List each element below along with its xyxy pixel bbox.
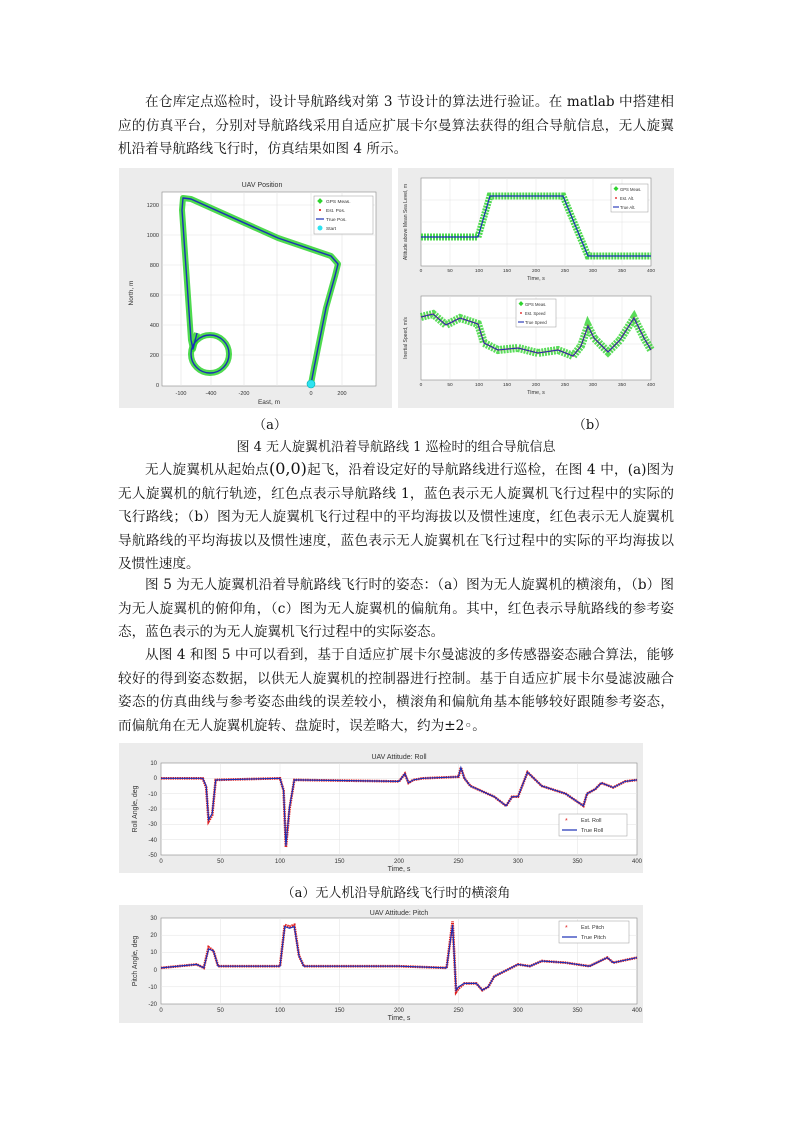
speed-xtick: 100: [474, 383, 484, 388]
roll-xtick: 400: [631, 859, 643, 865]
position-ytick: 200: [149, 353, 159, 359]
pitch-xlabel: Time, s: [387, 1015, 411, 1022]
speed-xtick: 50: [447, 383, 453, 388]
roll-chart: [119, 743, 643, 873]
position-ytick: 1200: [146, 203, 159, 209]
speed-legend: [516, 299, 556, 327]
position-legend: [314, 196, 373, 234]
position-xtick: -400: [205, 391, 217, 397]
roll-ytick: -40: [148, 838, 157, 844]
altitude-xtick: 400: [646, 269, 656, 274]
paragraph-2-rest: 起飞，沿着设定好的导航路线进行巡检，在图 4 中，(a)图为无人旋翼机的航行轨迹，红色点表示导航路线 1，蓝色表示无人旋翼机飞行过程中的实际的飞行路线；（b）图为无人旋翼机飞行过程中的平均海拔以及惯性速度，红色表示无人旋翼机导航路线的平均海拔以及惯性速度，蓝色表示无人旋翼机在飞行过程中的实际的平均海拔以及惯性速度。: [118, 462, 674, 573]
pitch-ytick: -10: [148, 985, 157, 991]
speed-xtick: 250: [560, 383, 570, 388]
roll-ylabel: Roll Angle, deg: [132, 785, 139, 833]
altitude-xtick: 150: [502, 269, 512, 274]
caption-figure-4: 图 4 无人旋翼机沿着导航路线 1 巡检时的组合导航信息: [236, 440, 556, 455]
position-xtick: 0: [309, 391, 313, 397]
pitch-ytick: 0: [153, 968, 157, 974]
altitude-xtick: 300: [588, 269, 598, 274]
pitch-xtick: 150: [334, 1008, 345, 1014]
altitude-ylabel: Altitude above Mean Sea Level, m: [403, 183, 409, 261]
figure-5a-roll: [119, 743, 643, 873]
roll-xtick: 250: [453, 859, 464, 865]
svg-text:*: *: [565, 925, 568, 932]
pitch-title: UAV Attitude: Pitch: [369, 910, 429, 917]
pitch-xtick: 200: [393, 1008, 405, 1014]
paragraph-2-start: 无人旋翼机从起始点: [145, 462, 269, 478]
roll-legend-item: Est. Roll: [581, 818, 602, 824]
roll-ytick: 0: [153, 776, 157, 782]
position-ytick: 600: [149, 293, 159, 299]
altitude-legend-item: GPS Meas.: [620, 187, 642, 192]
position-ytick: 0: [155, 383, 159, 389]
roll-xtick: 150: [334, 859, 345, 865]
position-legend-item: True Pos.: [326, 218, 347, 223]
roll-ytick: -20: [148, 807, 157, 813]
pitch-ylabel: Pitch Angle, deg: [132, 935, 139, 987]
pitch-ytick: 20: [150, 933, 157, 939]
position-xtick: -200: [238, 391, 250, 397]
roll-ytick: -10: [148, 792, 157, 798]
position-ytick: 1000: [146, 233, 159, 239]
roll-xtick: 350: [572, 859, 583, 865]
position-xtick: 200: [337, 391, 347, 397]
pitch-xtick: 250: [453, 1008, 464, 1014]
position-legend-item: Start: [326, 227, 337, 232]
caption-4b: （b）: [572, 418, 608, 433]
altitude-xlabel: Time, s: [527, 276, 545, 282]
altitude-xtick: 50: [447, 269, 453, 274]
roll-xtick: 50: [217, 859, 224, 865]
pitch-ytick: 10: [150, 950, 157, 956]
position-title: UAV Position: [241, 182, 283, 189]
speed-xtick: 350: [617, 383, 627, 388]
caption-4a: （a）: [253, 418, 287, 433]
position-ytick: 400: [149, 323, 159, 329]
pitch-xtick: 350: [572, 1008, 583, 1014]
start-point: (0,0): [268, 459, 307, 478]
position-xtick: -100: [175, 391, 187, 397]
altitude-legend-item: True Alt.: [620, 205, 636, 210]
speed-xlabel: Time, s: [527, 390, 545, 396]
altitude-xtick: 350: [617, 269, 627, 274]
figure-4b-altitude-speed: [398, 168, 674, 408]
roll-xtick: 0: [159, 859, 163, 865]
figure-5b-pitch: [119, 905, 643, 1023]
pitch-legend: [559, 921, 629, 943]
position-ylabel: North, m: [128, 280, 135, 306]
pitch-legend-item: True Pitch: [581, 935, 606, 941]
roll-xtick: 300: [512, 859, 524, 865]
figure-4a-position: [119, 168, 392, 408]
pitch-xtick: 0: [159, 1008, 163, 1014]
roll-xtick: 200: [393, 859, 405, 865]
position-legend-item: Est. Pos.: [326, 209, 346, 214]
speed-legend-item: Est. Speed: [525, 311, 546, 316]
roll-title: UAV Attitude: Roll: [371, 754, 427, 761]
caption-figure-5a: （a）无人机沿导航路线飞行时的横滚角: [281, 886, 511, 901]
paragraph-3: 图 5 为无人旋翼机沿着导航路线飞行时的姿态：（a）图为无人旋翼机的横滚角，（b）图为无人旋翼机的俯仰角，（c）图为无人旋翼机的偏航角。其中，红色表示导航路线的参考姿态，蓝色表示的为无人旋翼机飞行过程中的实际姿态。: [118, 577, 674, 641]
pitch-xtick: 400: [631, 1008, 643, 1014]
speed-xtick: 0: [419, 383, 423, 388]
speed-xtick: 400: [646, 383, 656, 388]
altitude-xtick: 200: [531, 269, 541, 274]
roll-legend: [559, 814, 627, 836]
pitch-chart: [119, 905, 643, 1023]
altitude-xtick: 0: [419, 269, 423, 274]
pitch-legend-item: Est. Pitch: [581, 925, 605, 931]
roll-legend-item: True Roll: [581, 828, 604, 834]
position-legend-item: GPS Meas.: [326, 200, 351, 205]
speed-xtick: 150: [502, 383, 512, 388]
roll-xlabel: Time, s: [387, 866, 411, 873]
speed-xtick: 200: [531, 383, 541, 388]
speed-legend-item: True Speed: [525, 320, 547, 325]
paragraph-1: 在仓库定点巡检时，设计导航路线对第 3 节设计的算法进行验证。在 matlab 中搭建相应的仿真平台，分别对导航路线采用自适应扩展卡尔曼算法获得的组合导航信息，无人旋翼机沿着导航路线飞行时，仿真结果如图 4 所示。: [118, 94, 674, 158]
paragraph-2: [118, 457, 674, 577]
position-xlabel: East, m: [257, 399, 281, 406]
paragraph-4: 从图 4 和图 5 中可以看到，基于自适应扩展卡尔曼滤波的多传感器姿态融合算法，能够较好的得到姿态数据，以供无人旋翼机的控制器进行控制。基于自适应扩展卡尔曼滤波融合姿态的仿真曲线与参考姿态曲线的误差较小，横滚角和偏航角基本能够较好跟随参考姿态，而偏航角在无人旋翼机旋转、盘旋时，误差略大，约为±2◦。: [118, 647, 674, 734]
roll-ytick: 10: [150, 761, 157, 767]
svg-text:*: *: [565, 818, 568, 825]
pitch-xtick: 100: [274, 1008, 286, 1014]
altitude-legend: [611, 184, 648, 212]
roll-xtick: 100: [274, 859, 286, 865]
pitch-ytick: -20: [148, 1002, 157, 1008]
altitude-xtick: 250: [560, 269, 570, 274]
position-ytick: 800: [149, 263, 159, 269]
speed-legend-item: GPS Meas.: [525, 302, 547, 307]
pitch-xtick: 50: [217, 1008, 224, 1014]
altitude-legend-item: Est. Alt.: [620, 196, 635, 201]
position-start-marker: [307, 380, 315, 388]
roll-ytick: -50: [148, 853, 157, 859]
speed-ylabel: Inertial Speed, m/s: [403, 317, 409, 359]
pitch-xtick: 300: [512, 1008, 524, 1014]
roll-ytick: -30: [148, 822, 157, 828]
pitch-ytick: 30: [150, 916, 157, 922]
speed-xtick: 300: [588, 383, 598, 388]
altitude-xtick: 100: [474, 269, 484, 274]
